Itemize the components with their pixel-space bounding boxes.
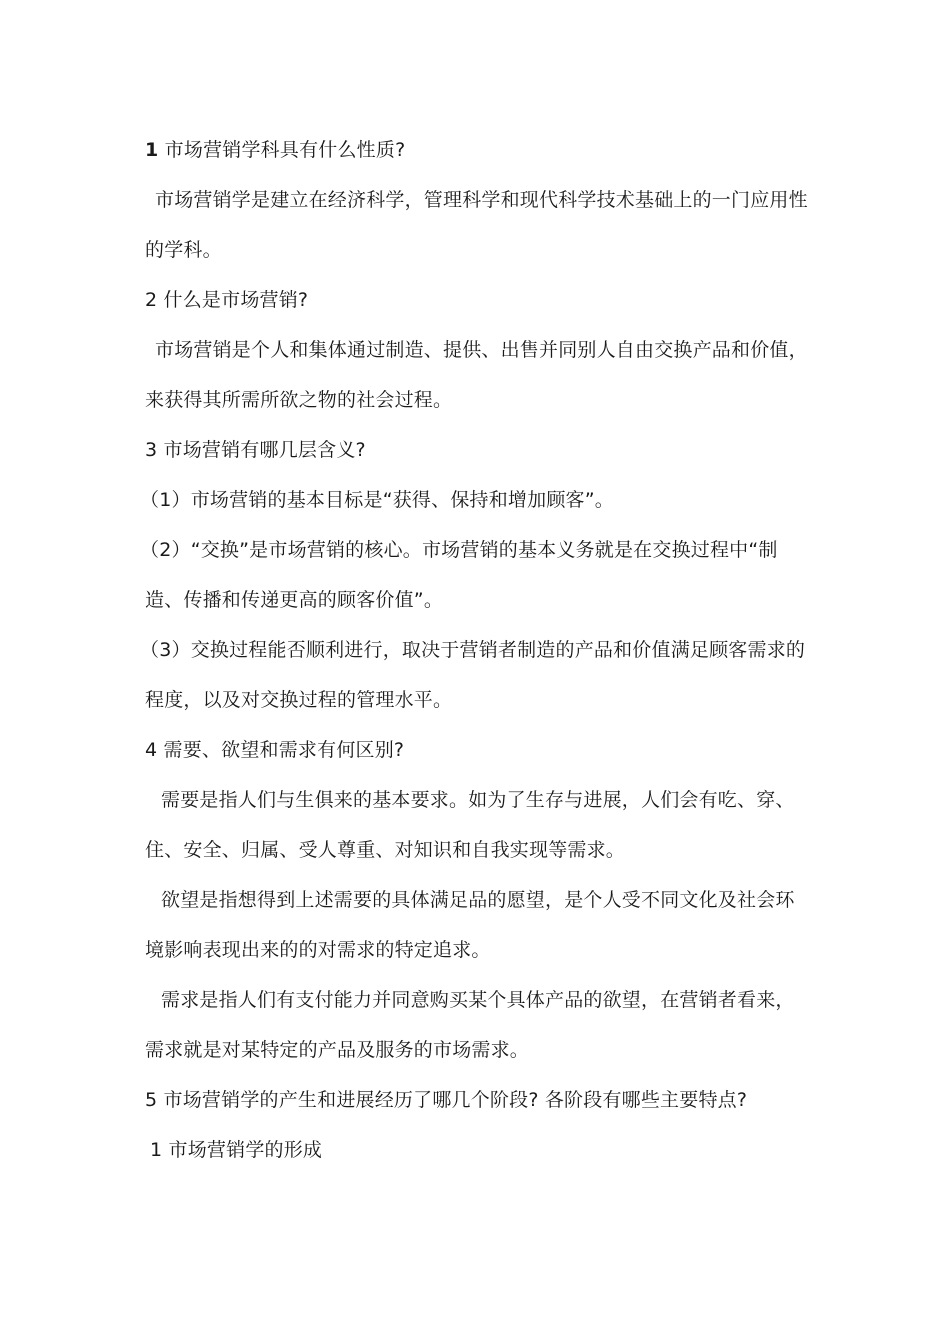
question-3: 3 市场营销有哪几层含义?: [145, 439, 366, 461]
answer-4-want-line-2: 境影响表现出来的的对需求的特定追求。: [145, 939, 491, 961]
answer-4-need-line-2: 住、安全、归属、受人尊重、对知识和自我实现等需求。: [145, 839, 626, 861]
answer-2-line-2: 来获得其所需所欲之物的社会过程。: [145, 389, 453, 411]
answer-3-item-2-line-2: 造、传播和传递更高的顾客价值”。: [145, 589, 444, 611]
answer-3-item-3-line-2: 程度，以及对交换过程的管理水平。: [145, 689, 453, 711]
section-5-1-heading: 1 市场营销学的形成: [150, 1139, 323, 1161]
question-5: 5 市场营销学的产生和进展经历了哪几个阶段? 各阶段有哪些主要特点?: [145, 1089, 748, 1111]
question-2: 2 什么是市场营销?: [145, 289, 309, 311]
answer-4-need-line-1: 需要是指人们与生俱来的基本要求。如为了生存与进展，人们会有吃、穿、: [161, 789, 795, 811]
answer-4-demand-line-2: 需求就是对某特定的产品及服务的市场需求。: [145, 1039, 530, 1061]
answer-3-item-1: （1）市场营销的基本目标是“获得、保持和增加顾客”。: [140, 489, 614, 511]
question-1-title: 市场营销学科具有什么性质?: [164, 139, 406, 161]
answer-2-line-1: 市场营销是个人和集体通过制造、提供、出售并同别人自由交换产品和价值，: [155, 339, 808, 361]
answer-3-item-3-line-1: （3）交换过程能否顺利进行，取决于营销者制造的产品和价值满足顾客需求的: [140, 639, 806, 661]
answer-3-item-2-line-1: （2）“交换”是市场营销的核心。市场营销的基本义务就是在交换过程中“制: [140, 539, 778, 561]
answer-1-line-2: 的学科。: [145, 239, 222, 261]
question-1-number: 1: [145, 139, 159, 161]
answer-4-demand-line-1: 需求是指人们有支付能力并同意购买某个具体产品的欲望，在营销者看来，: [161, 989, 795, 1011]
question-1: [145, 137, 825, 163]
answer-1-line-1: 市场营销学是建立在经济科学，管理科学和现代科学技术基础上的一门应用性: [155, 189, 808, 211]
answer-4-want-line-1: 欲望是指想得到上述需要的具体满足品的愿望，是个人受不同文化及社会环: [161, 889, 795, 911]
question-4: 4 需要、欲望和需求有何区别?: [145, 739, 405, 761]
